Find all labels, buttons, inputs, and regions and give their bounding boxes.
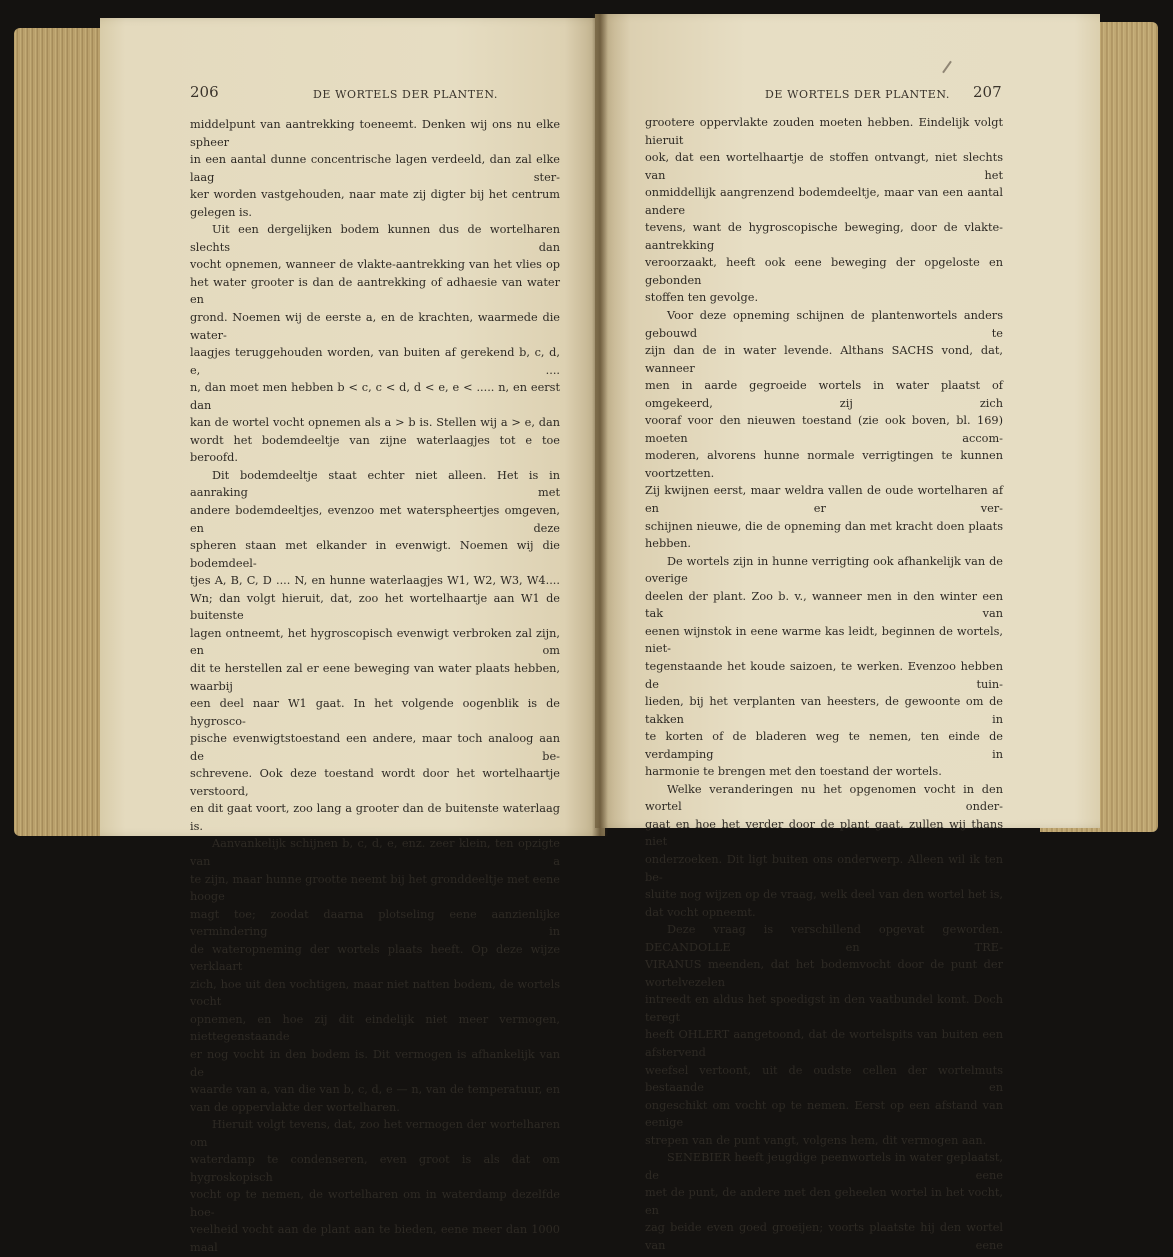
text-line: kan de wortel vocht opnemen als a > b is. Stellen wij a > e, dan [190,416,560,430]
text-line: n, dan moet men hebben b < c, c < d, d < e, e < ..... n, en eerst dan [190,381,560,412]
text-line: harmonie te brengen met den toestand der wortels. [645,765,942,779]
text-line: tegenstaande het koude saizoen, te werken. Evenzoo hebben de tuin- [645,659,1003,691]
text-line: VIRANUS meenden, dat het bodemvocht door de punt der wortelvezelen [645,958,1003,989]
text-line: Wn; dan volgt hieruit, dat, zoo het wortelhaartje aan W1 de buitenste [190,591,560,623]
text-line: sluite nog wijzen op de vraag, welk deel van den wortel het is, [645,888,1003,902]
text-line: Uit een dergelijken bodem kunnen dus de wortelharen slechts dan [190,223,560,254]
text-line: schrevene. Ook deze toestand wordt door het wortelhaartje verstoord, [190,767,560,798]
text-line: onderzoeken. Dit ligt buiten ons onderwerp. Alleen wil ik ten be- [645,852,1003,884]
text-line: Dit bodemdeeltje staat echter niet alleen. Het is in aanraking met [190,468,560,500]
text-line: er nog vocht in den bodem is. Dit vermogen is afhankelijk van de [190,1047,560,1079]
text-line: dat vocht opneemt. [645,905,756,919]
right-page-body [645,114,1003,1255]
text-line: het water grooter is dan de aantrekking of adhaesie van water en [190,275,560,307]
text-line: veelheid vocht aan de plant aan te bieden, eene meer dan 1000 maal [190,1223,560,1254]
text-line: zag beide even goed groeijen; voorts plaatste hij den wortel van eene [645,1221,1003,1252]
text-line: Hieruit volgt tevens, dat, zoo het vermogen der wortelharen om [190,1118,560,1149]
text-line: met de punt, de andere met den geheelen wortel in het vocht, en [645,1186,1003,1217]
text-line: opnemen, en hoe zij dit eindelijk niet meer vermogen, niettegenstaande [190,1012,560,1044]
right-page-number: 207 [973,83,1002,101]
text-line: laagjes teruggehouden worden, van buiten af gerekend b, c, d, e, .... [190,346,560,377]
text-line: moderen, alvorens hunne normale verrigtingen te kunnen voortzetten. [645,449,1003,480]
text-line: onmiddellijk aangrenzend bodemdeeltje, maar van een aantal andere [645,186,1003,217]
text-line: deelen der plant. Zoo b. v., wanneer men in den winter een tak van [645,589,1003,621]
text-line: vocht op te nemen, de wortelharen om in waterdamp dezelfde hoe- [190,1188,560,1219]
text-line: spheren staan met elkander in evenwigt. Noemen wij die bodemdeel- [190,539,560,570]
text-line: grond. Noemen wij de eerste a, en de krachten, waarmede die water- [190,311,560,342]
text-line: middelpunt van aantrekking toeneemt. Denken wij ons nu elke spheer [190,118,560,149]
text-line: zijn dan de in water levende. Althans SACHS vond, dat, wanneer [645,344,1003,375]
text-line: men in aarde gegroeide wortels in water plaatst of omgekeerd, zij zich [645,379,1003,410]
left-page-number: 206 [190,83,219,101]
right-running-header: DE WORTELS DER PLANTEN. [765,88,950,101]
text-line: heeft OHLERT aangetoond, dat de wortelspits van buiten een afstervend [645,1028,1003,1059]
text-line: waarde van a, van die van b, c, d, e — n, van de temperatuur, en [190,1083,560,1097]
text-line: schijnen nieuwe, die de opneming dan met kracht doen plaats hebben. [645,519,1003,551]
text-line: lagen ontneemt, het hygroscopisch evenwigt verbroken zal zijn, en om [190,626,560,658]
text-line: gaat en hoe het verder door de plant gaat, zullen wij thans niet [645,817,1003,849]
text-line: zich, hoe uit den vochtigen, maar niet natten bodem, de wortels vocht [190,977,560,1009]
left-page-body [190,116,560,1257]
text-line: ker worden vastgehouden, naar mate zij digter bij het centrum gelegen is. [190,188,560,219]
text-line: een deel naar W1 gaat. In het volgende oogenblik is de hygrosco- [190,697,560,728]
text-line: stoffen ten gevolge. [645,291,759,305]
text-line: wordt het bodemdeeltje van zijne waterlaagjes tot e toe beroofd. [190,433,560,465]
text-line: tjes A, B, C, D .... N, en hunne waterlaagjes W1, W2, W3, W4.... [190,574,560,588]
text-line: magt toe; zoodat daarna plotseling eene aanzienlijke vermindering in [190,907,560,939]
text-line: weefsel vertoont, uit de oudste cellen der wortelmuts bestaande en [645,1063,1003,1095]
text-line: SENEBIER heeft jeugdige peenwortels in water geplaatst, de eene [645,1151,1003,1182]
text-line: ook, dat een wortelhaartje de stoffen ontvangt, niet slechts van het [645,151,1003,182]
text-line: tevens, want de hygroscopische beweging, door de vlakte-aantrekking [645,221,1003,252]
text-line: Welke veranderingen nu het opgenomen vocht in den wortel onder- [645,782,1003,814]
text-line: Voor deze opneming schijnen de plantenwortels anders gebouwd te [645,309,1003,340]
text-line: van de oppervlakte der wortelharen. [190,1100,400,1114]
text-line: eenen wijnstok in eene warme kas leidt, beginnen de wortels, niet- [645,624,1003,656]
text-line: vocht opnemen, wanneer de vlakte-aantrekking van het vlies op [190,258,560,272]
text-line: veroorzaakt, heeft ook eene beweging der opgeloste en gebonden [645,256,1003,287]
text-line: strepen van de punt vangt, volgens hem, dit vermogen aan. [645,1133,987,1147]
text-line: grootere oppervlakte zouden moeten hebben. Eindelijk volgt hieruit [645,116,1003,147]
text-line: Deze vraag is verschillend opgevat geworden. DECANDOLLE en TRE- [645,923,1003,954]
text-line: te zijn, maar hunne grootte neemt bij het gronddeeltje met eene hooge [190,872,560,904]
text-line: en dit gaat voort, zoo lang a grooter dan de buitenste waterlaag is. [190,802,560,833]
text-line: intreedt en aldus het spoedigst in den vaatbundel komt. Doch teregt [645,993,1003,1024]
text-line: de wateropneming der wortels plaats heeft. Op deze wijze verklaart [190,942,560,974]
text-line: lieden, bij het verplanten van heesters, de gewoonte om de takken in [645,695,1003,726]
text-line: in een aantal dunne concentrische lagen verdeeld, dan zal elke laag ster- [190,153,560,184]
text-line: vooraf voor den nieuwen toestand (zie ook boven, bl. 169) moeten accom- [645,414,1003,445]
left-running-header: DE WORTELS DER PLANTEN. [313,88,498,101]
text-line: waterdamp te condenseren, even groot is als dat om hygroskopisch [190,1153,560,1184]
text-line: ongeschikt om vocht op te nemen. Eerst op een afstand van eenige [645,1098,1003,1130]
text-line: dit te herstellen zal er eene beweging van water plaats hebben, waarbij [190,661,560,693]
text-line: andere bodemdeeltjes, evenzoo met waterspheertjes omgeven, en deze [190,504,560,535]
text-line: pische evenwigtstoestand een andere, maar toch analoog aan de be- [190,732,560,763]
text-line: Zij kwijnen eerst, maar weldra vallen de oude wortelharen af en er ver- [645,484,1003,516]
text-line: te korten of de bladeren weg te nemen, ten einde de verdamping in [645,730,1003,761]
book-gutter [592,14,608,836]
text-line: De wortels zijn in hunne verrigting ook afhankelijk van de overige [645,554,1003,586]
text-line: Aanvankelijk schijnen b, c, d, e, enz. zeer klein, ten opzigte van a [190,837,560,868]
